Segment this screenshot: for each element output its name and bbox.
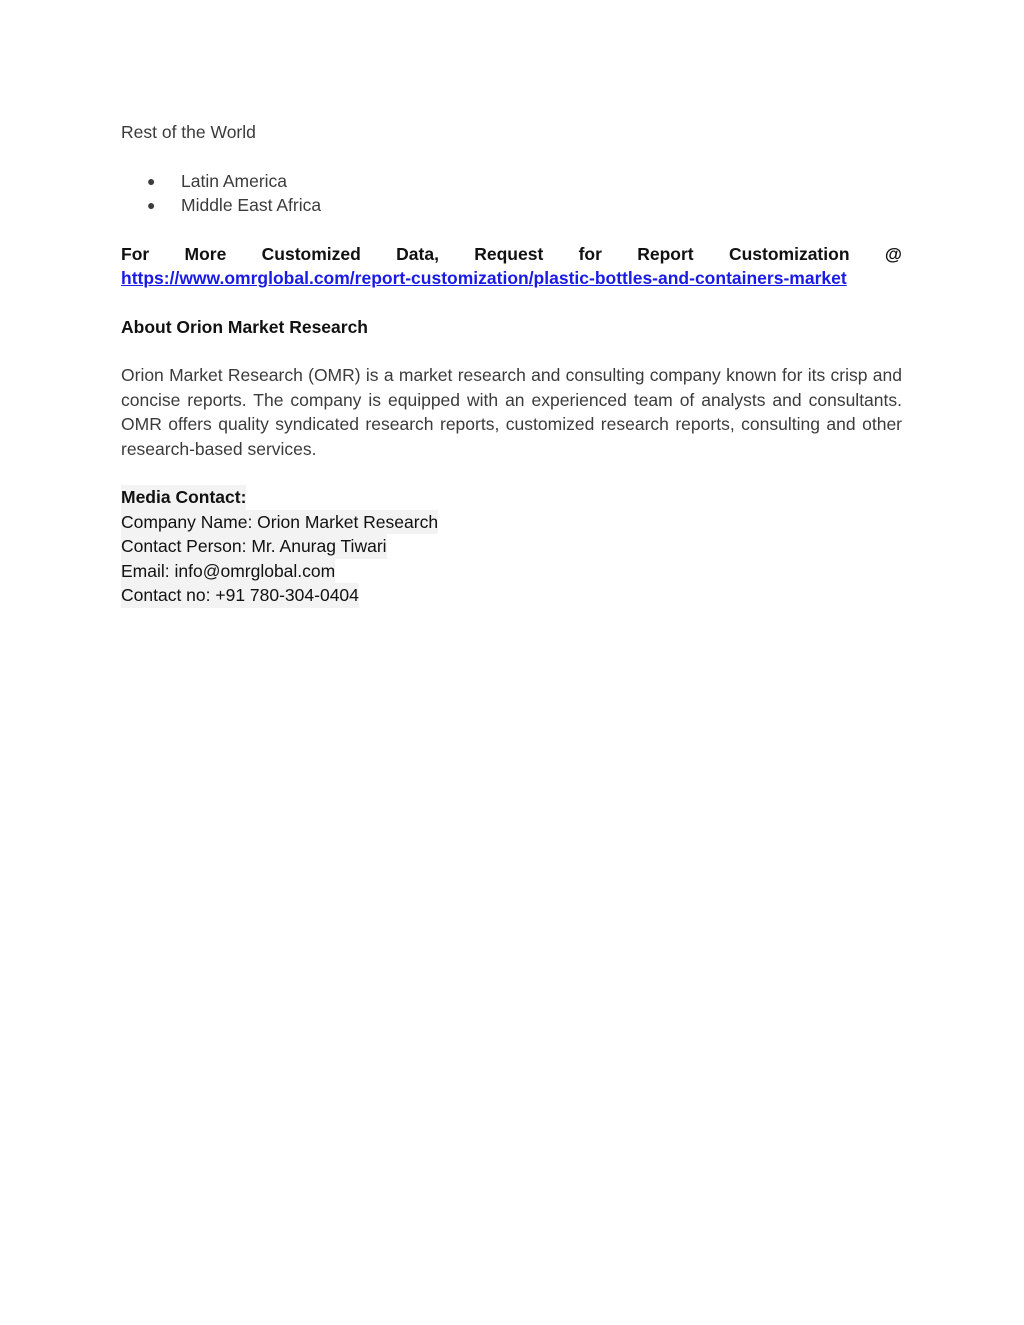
media-contact-heading: Media Contact: — [121, 485, 246, 510]
cta-word: Request — [474, 243, 544, 264]
cta-word: Report — [637, 243, 694, 264]
contact-phone: Contact no: +91 780-304-0404 — [121, 583, 359, 608]
list-item — [121, 169, 902, 194]
report-customization-link[interactable]: https://www.omrglobal.com/report-customization/plastic-bottles-and-containers-market — [121, 268, 847, 288]
cta-word: for — [578, 243, 602, 264]
bullet-icon: ● — [147, 172, 156, 189]
cta-word: For — [121, 243, 150, 264]
contact-company: Company Name: Orion Market Research — [121, 510, 438, 535]
contact-email: Email: info@omrglobal.com — [121, 559, 335, 584]
customization-request — [121, 242, 902, 291]
cta-text — [121, 242, 902, 267]
media-contact — [121, 485, 902, 608]
bullet-icon: ● — [147, 197, 156, 213]
about-heading: About Orion Market Research — [121, 316, 368, 337]
region-list — [121, 169, 902, 218]
cta-word: Customized — [261, 243, 361, 264]
cta-word: @ — [884, 243, 902, 264]
document-page — [121, 120, 902, 608]
region-heading: Rest of the World — [121, 122, 256, 142]
contact-person: Contact Person: Mr. Anurag Tiwari — [121, 534, 387, 559]
list-item-label: Middle East Africa — [181, 195, 322, 215]
list-item-label: Latin America — [181, 170, 288, 191]
cta-word: Data, — [396, 243, 439, 264]
about-paragraph: Orion Market Research (OMR) is a market research and consulting company known for its crisp and concise reports. The company is equipped with an experienced team of analysts and consultants. OMR offers quality syndicated research reports, customized research reports, consulting and other research-based services. — [121, 365, 902, 459]
list-item — [121, 193, 902, 218]
cta-word: Customization — [728, 243, 850, 264]
cta-word: More — [184, 243, 227, 264]
